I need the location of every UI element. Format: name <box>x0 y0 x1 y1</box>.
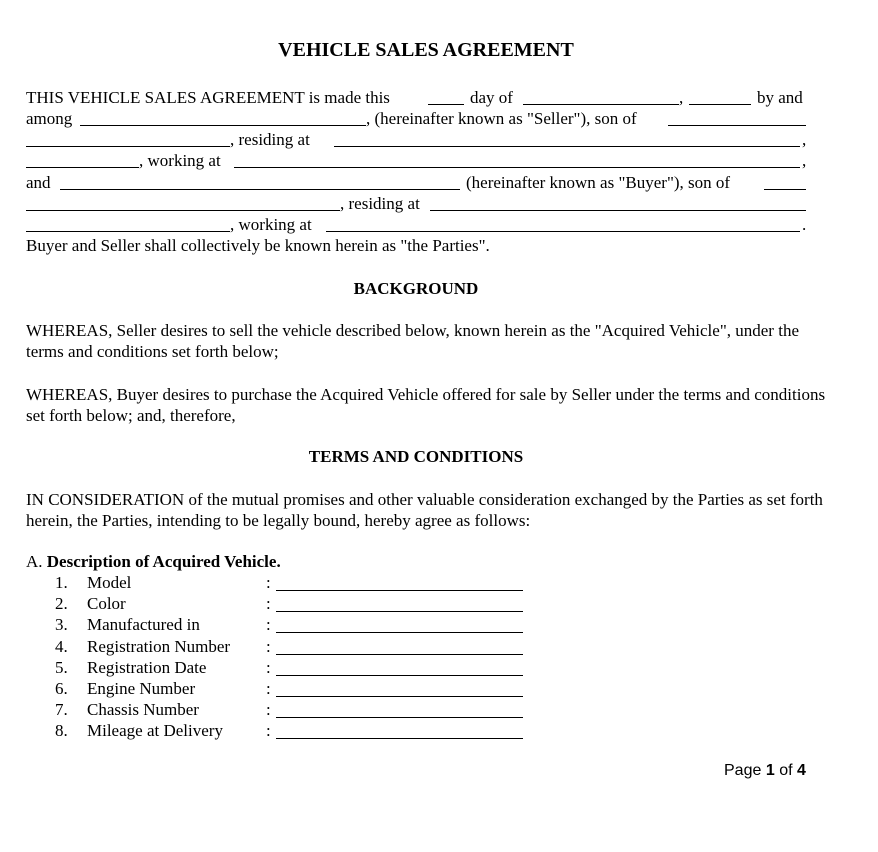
intro-text: among <box>26 109 73 128</box>
punctuation: . <box>802 215 807 234</box>
item-label: Manufactured in <box>87 615 200 635</box>
intro-text: , residing at <box>340 194 420 213</box>
buyer-residence-field-cont[interactable] <box>26 231 230 232</box>
intro-text: , residing at <box>230 130 310 149</box>
item-number: 8. <box>55 721 68 741</box>
parties-definition: Buyer and Seller shall collectively be known herein as "the Parties". <box>26 236 490 255</box>
seller-name-field[interactable] <box>80 125 366 126</box>
buyer-parent-field-cont[interactable] <box>26 210 340 211</box>
buyer-residence-field[interactable] <box>430 210 806 211</box>
year-field[interactable] <box>689 104 751 105</box>
item-value-field[interactable] <box>276 675 523 676</box>
item-number: 6. <box>55 679 68 698</box>
total-pages: 4 <box>796 762 806 779</box>
buyer-name-field[interactable] <box>60 189 460 190</box>
item-value-field[interactable] <box>276 738 523 739</box>
document-title: VEHICLE SALES AGREEMENT <box>278 39 574 61</box>
item-number: 5. <box>55 657 68 677</box>
background-heading: BACKGROUND <box>353 279 479 298</box>
intro-text: THIS VEHICLE SALES AGREEMENT is made this <box>26 88 390 107</box>
seller-parent-field[interactable] <box>668 125 806 126</box>
item-colon: : <box>266 636 271 656</box>
item-colon: : <box>266 700 271 720</box>
section-a-heading <box>26 552 281 572</box>
seller-parent-field-cont[interactable] <box>26 146 230 147</box>
item-colon: : <box>266 679 271 698</box>
punctuation: , <box>802 151 807 170</box>
of-word: of <box>779 762 793 779</box>
intro-text: , (hereinafter known as "Seller"), son of <box>366 109 637 128</box>
item-number: 1. <box>55 573 68 592</box>
item-label: Chassis Number <box>87 700 199 720</box>
item-value-field[interactable] <box>276 590 523 591</box>
item-value-field[interactable] <box>276 632 523 633</box>
item-number: 4. <box>55 636 68 656</box>
background-paragraph-2: WHEREAS, Buyer desires to purchase the Acquired Vehicle offered for sale by Seller under the terms and conditions set forth below; and, therefore, <box>26 385 826 425</box>
seller-residence-field-cont[interactable] <box>26 167 139 168</box>
intro-text: (hereinafter known as "Buyer"), son of <box>466 173 731 192</box>
terms-heading: TERMS AND CONDITIONS <box>308 447 524 466</box>
item-colon: : <box>266 615 271 635</box>
punctuation: , <box>679 88 684 107</box>
item-label: Registration Date <box>87 657 207 677</box>
item-label: Model <box>87 573 132 592</box>
item-colon: : <box>266 594 271 614</box>
seller-residence-field[interactable] <box>334 146 800 147</box>
item-colon: : <box>266 657 271 677</box>
buyer-parent-field[interactable] <box>764 189 806 190</box>
intro-text: and <box>26 173 51 192</box>
month-field[interactable] <box>523 104 679 105</box>
buyer-workplace-field[interactable] <box>326 231 800 232</box>
page-word: Page <box>724 762 762 779</box>
section-a-title: Description of Acquired Vehicle. <box>46 552 281 571</box>
item-label: Engine Number <box>87 679 196 698</box>
intro-text: , working at <box>139 151 221 170</box>
item-colon: : <box>266 721 271 741</box>
seller-workplace-field[interactable] <box>234 167 800 168</box>
item-value-field[interactable] <box>276 717 523 718</box>
current-page: 1 <box>765 762 775 779</box>
day-field[interactable] <box>428 104 464 105</box>
item-number: 3. <box>55 615 68 635</box>
terms-paragraph: IN CONSIDERATION of the mutual promises and other valuable consideration exchanged by the Parties as set forth herein, the Parties, intending to be legally bound, hereby agree as follows: <box>26 490 823 530</box>
intro-text: , working at <box>230 215 312 234</box>
item-label: Mileage at Delivery <box>87 721 223 741</box>
intro-text: day of <box>470 88 513 107</box>
item-value-field[interactable] <box>276 654 523 655</box>
background-paragraph-1: WHEREAS, Seller desires to sell the vehicle described below, known herein as the "Acquired Vehicle", under the terms and conditions set forth below; <box>26 321 799 361</box>
intro-text: by and <box>757 88 803 107</box>
item-number: 2. <box>55 594 68 614</box>
page-indicator <box>724 762 806 780</box>
item-colon: : <box>266 573 271 592</box>
item-value-field[interactable] <box>276 696 523 697</box>
item-value-field[interactable] <box>276 611 523 612</box>
punctuation: , <box>802 130 807 149</box>
item-number: 7. <box>55 700 68 720</box>
section-a-prefix: A. <box>26 552 43 571</box>
item-label: Registration Number <box>87 636 231 656</box>
item-label: Color <box>87 594 126 614</box>
